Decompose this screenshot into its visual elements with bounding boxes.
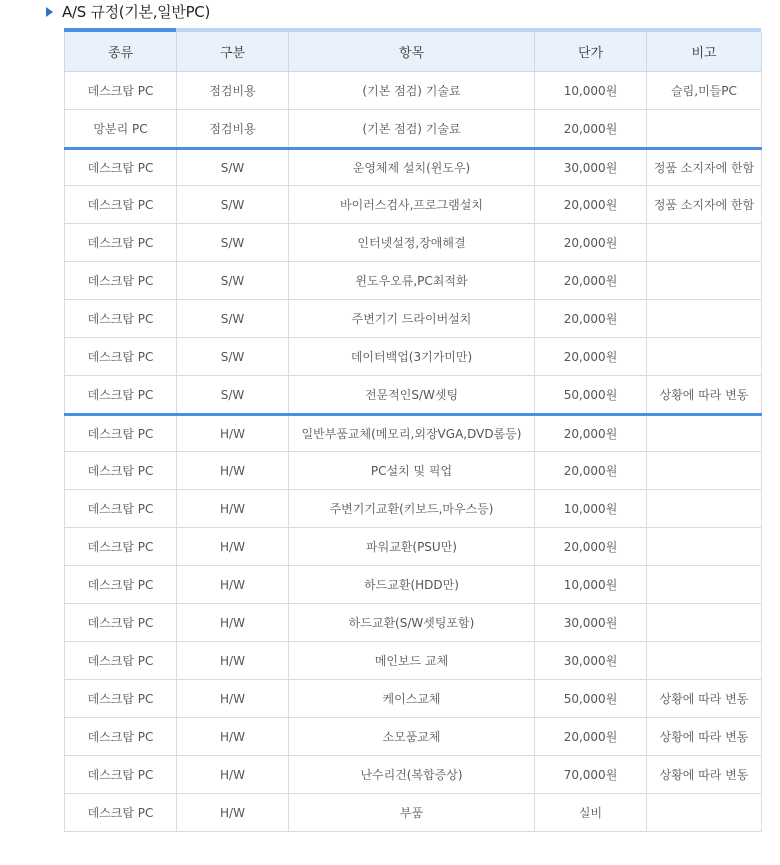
cell-category: H/W — [177, 566, 289, 604]
cell-item: 전문적인S/W셋팅 — [289, 376, 535, 415]
cell-item: 윈도우오류,PC최적화 — [289, 262, 535, 300]
cell-note — [647, 300, 762, 338]
cell-item: 케이스교체 — [289, 680, 535, 718]
cell-type: 데스크탑 PC — [65, 642, 177, 680]
table-row — [65, 72, 762, 110]
cell-note — [647, 528, 762, 566]
cell-category: H/W — [177, 528, 289, 566]
cell-price: 10,000원 — [535, 490, 647, 528]
table-row — [65, 604, 762, 642]
cell-price: 30,000원 — [535, 642, 647, 680]
cell-type: 데스크탑 PC — [65, 224, 177, 262]
cell-item: (기본 점검) 기술료 — [289, 110, 535, 149]
cell-item: 주변기기 드라이버설치 — [289, 300, 535, 338]
cell-category: H/W — [177, 680, 289, 718]
table-row — [65, 642, 762, 680]
table-row — [65, 224, 762, 262]
cell-item: 데이터백업(3기가미만) — [289, 338, 535, 376]
cell-category: 점검비용 — [177, 72, 289, 110]
header-type: 종류 — [65, 32, 177, 72]
cell-category: S/W — [177, 262, 289, 300]
cell-item: 부품 — [289, 794, 535, 832]
cell-type: 데스크탑 PC — [65, 262, 177, 300]
header-price: 단가 — [535, 32, 647, 72]
cell-price: 20,000원 — [535, 224, 647, 262]
cell-item: PC설치 및 픽업 — [289, 452, 535, 490]
cell-price: 20,000원 — [535, 528, 647, 566]
table-row — [65, 490, 762, 528]
cell-category: H/W — [177, 604, 289, 642]
cell-type: 데스크탑 PC — [65, 566, 177, 604]
cell-category: S/W — [177, 376, 289, 415]
cell-note: 상황에 따라 변동 — [647, 376, 762, 415]
cell-note: 상황에 따라 변동 — [647, 680, 762, 718]
cell-price: 30,000원 — [535, 149, 647, 186]
cell-type: 데스크탑 PC — [65, 756, 177, 794]
cell-category: H/W — [177, 794, 289, 832]
cell-item: 난수리건(복합증상) — [289, 756, 535, 794]
cell-category: H/W — [177, 490, 289, 528]
cell-item: (기본 점검) 기술료 — [289, 72, 535, 110]
table-body — [65, 72, 762, 832]
table-row — [65, 452, 762, 490]
cell-price: 50,000원 — [535, 376, 647, 415]
cell-item: 하드교환(S/W셋팅포함) — [289, 604, 535, 642]
cell-price: 20,000원 — [535, 186, 647, 224]
table-header-row — [65, 32, 762, 72]
table-row — [65, 794, 762, 832]
cell-note — [647, 262, 762, 300]
cell-type: 망분리 PC — [65, 110, 177, 149]
cell-note — [647, 224, 762, 262]
cell-note — [647, 566, 762, 604]
cell-price: 20,000원 — [535, 262, 647, 300]
cell-note — [647, 415, 762, 452]
table-row — [65, 110, 762, 149]
table-row — [65, 338, 762, 376]
cell-note — [647, 642, 762, 680]
cell-price: 50,000원 — [535, 680, 647, 718]
cell-item: 인터넷설정,장애해결 — [289, 224, 535, 262]
table-row — [65, 149, 762, 186]
cell-price: 10,000원 — [535, 566, 647, 604]
cell-type: 데스크탑 PC — [65, 376, 177, 415]
table-row — [65, 528, 762, 566]
table-row — [65, 718, 762, 756]
cell-type: 데스크탑 PC — [65, 680, 177, 718]
cell-type: 데스크탑 PC — [65, 604, 177, 642]
cell-type: 데스크탑 PC — [65, 490, 177, 528]
cell-price: 20,000원 — [535, 300, 647, 338]
cell-price: 10,000원 — [535, 72, 647, 110]
table-row — [65, 262, 762, 300]
table-row — [65, 415, 762, 452]
cell-item: 일반부품교체(메모리,외장VGA,DVD롬등) — [289, 415, 535, 452]
cell-category: S/W — [177, 224, 289, 262]
cell-price: 20,000원 — [535, 718, 647, 756]
cell-price: 30,000원 — [535, 604, 647, 642]
table-row — [65, 186, 762, 224]
cell-price: 20,000원 — [535, 338, 647, 376]
as-price-table-container — [64, 28, 761, 832]
section-title: A/S 규정(기본,일반PC) — [62, 2, 211, 21]
cell-type: 데스크탑 PC — [65, 338, 177, 376]
cell-category: S/W — [177, 338, 289, 376]
table-row — [65, 376, 762, 415]
cell-type: 데스크탑 PC — [65, 794, 177, 832]
table-top-accent-line — [64, 28, 761, 32]
cell-category: S/W — [177, 300, 289, 338]
table-row — [65, 756, 762, 794]
cell-note — [647, 604, 762, 642]
cell-note — [647, 338, 762, 376]
header-item: 항목 — [289, 32, 535, 72]
cell-price: 20,000원 — [535, 110, 647, 149]
cell-type: 데스크탑 PC — [65, 528, 177, 566]
cell-type: 데스크탑 PC — [65, 300, 177, 338]
triangle-bullet-icon — [46, 7, 53, 17]
cell-type: 데스크탑 PC — [65, 452, 177, 490]
cell-note: 정품 소지자에 한함 — [647, 186, 762, 224]
cell-item: 파워교환(PSU만) — [289, 528, 535, 566]
cell-note: 상황에 따라 변동 — [647, 718, 762, 756]
cell-category: H/W — [177, 415, 289, 452]
cell-category: S/W — [177, 186, 289, 224]
cell-price: 70,000원 — [535, 756, 647, 794]
cell-note — [647, 794, 762, 832]
cell-note: 슬림,미들PC — [647, 72, 762, 110]
cell-type: 데스크탑 PC — [65, 149, 177, 186]
cell-price: 20,000원 — [535, 415, 647, 452]
cell-type: 데스크탑 PC — [65, 72, 177, 110]
header-note: 비고 — [647, 32, 762, 72]
table-row — [65, 566, 762, 604]
cell-category: S/W — [177, 149, 289, 186]
cell-note: 상황에 따라 변동 — [647, 756, 762, 794]
header-category: 구분 — [177, 32, 289, 72]
cell-price: 20,000원 — [535, 452, 647, 490]
cell-item: 하드교환(HDD만) — [289, 566, 535, 604]
cell-category: H/W — [177, 452, 289, 490]
cell-item: 소모품교체 — [289, 718, 535, 756]
cell-type: 데스크탑 PC — [65, 718, 177, 756]
cell-note — [647, 110, 762, 149]
cell-item: 운영체제 설치(윈도우) — [289, 149, 535, 186]
cell-note — [647, 452, 762, 490]
table-row — [65, 300, 762, 338]
cell-item: 바이러스검사,프로그램설치 — [289, 186, 535, 224]
cell-type: 데스크탑 PC — [65, 415, 177, 452]
cell-item: 메인보드 교체 — [289, 642, 535, 680]
table-row — [65, 680, 762, 718]
cell-note — [647, 490, 762, 528]
cell-note: 정품 소지자에 한함 — [647, 149, 762, 186]
cell-price: 실비 — [535, 794, 647, 832]
cell-type: 데스크탑 PC — [65, 186, 177, 224]
cell-category: H/W — [177, 718, 289, 756]
as-price-table — [64, 32, 762, 832]
cell-category: 점검비용 — [177, 110, 289, 149]
section-heading — [46, 0, 210, 22]
cell-item: 주변기기교환(키보드,마우스등) — [289, 490, 535, 528]
cell-category: H/W — [177, 642, 289, 680]
cell-category: H/W — [177, 756, 289, 794]
